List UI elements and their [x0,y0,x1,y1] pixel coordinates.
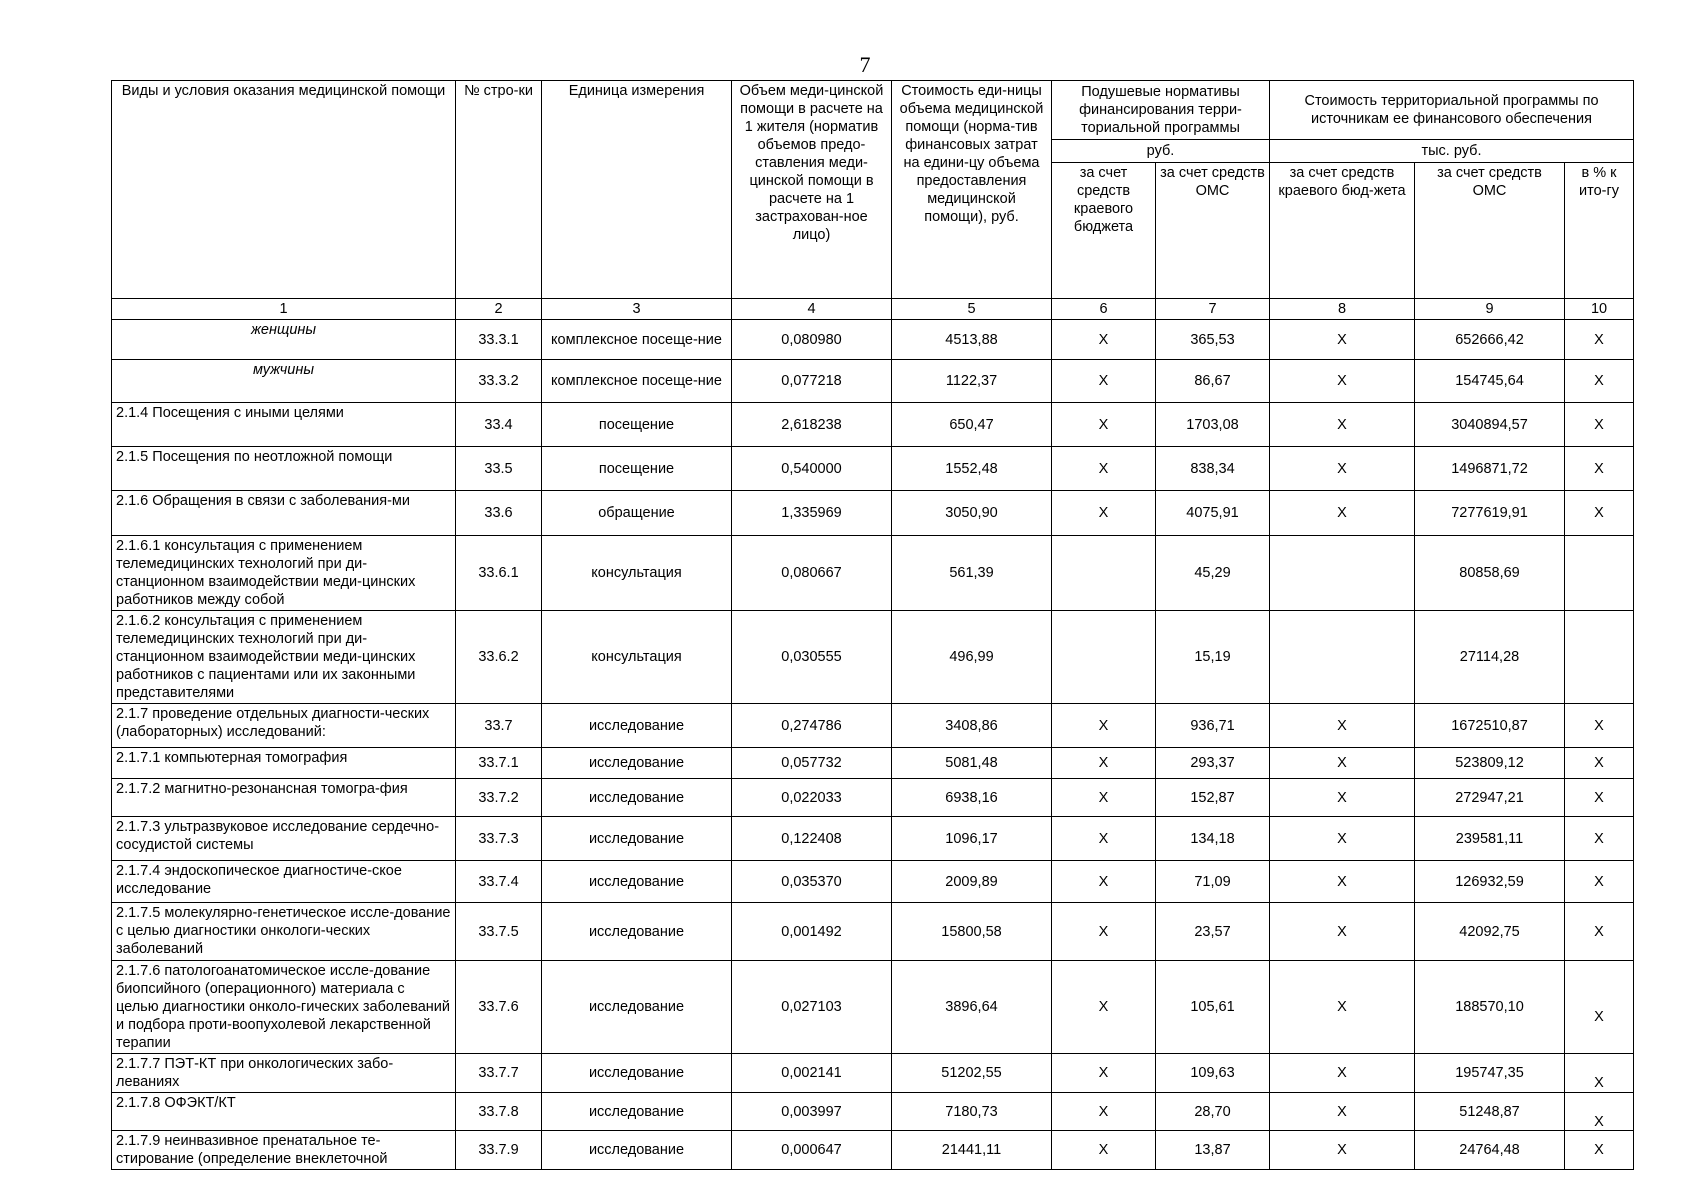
table-row [112,748,1634,779]
table-body [112,320,1634,1170]
oms-rub-cell: 45,29 [1156,536,1270,611]
row-number-cell: 33.3.1 [456,320,542,360]
oms-thousand-cell: 239581,11 [1415,817,1565,861]
regional-budget-rub-cell: Х [1052,961,1156,1054]
row-number-cell: 33.7.5 [456,903,542,961]
unit-cell: исследование [542,779,732,817]
row-number-cell: 33.7 [456,704,542,748]
volume-cell: 0,077218 [732,360,892,403]
unit-cost-cell: 3408,86 [892,704,1052,748]
oms-rub-cell: 152,87 [1156,779,1270,817]
oms-rub-cell: 15,19 [1156,611,1270,704]
oms-rub-cell: 936,71 [1156,704,1270,748]
unit-cost-cell: 21441,11 [892,1131,1052,1170]
regional-budget-thousand-cell: Х [1270,903,1415,961]
header-unit-thousand-rub: тыс. руб. [1270,140,1634,163]
care-type-cell: мужчины [112,360,456,403]
regional-budget-rub-cell: Х [1052,748,1156,779]
row-number-cell: 33.3.2 [456,360,542,403]
regional-budget-thousand-cell: Х [1270,861,1415,903]
unit-cost-cell: 2009,89 [892,861,1052,903]
regional-budget-rub-cell: Х [1052,817,1156,861]
percent-total-cell: Х [1565,360,1634,403]
regional-budget-rub-cell: Х [1052,447,1156,491]
volume-cell: 0,022033 [732,779,892,817]
row-number-cell: 33.6 [456,491,542,536]
unit-cost-cell: 3050,90 [892,491,1052,536]
table-row [112,491,1634,536]
column-number-row [112,299,1634,320]
care-type-cell: 2.1.6.2 консультация с применением телемедицинских технологий при ди-станционном взаимодействии меди-цинских работников с пациентами или их законными представителями [112,611,456,704]
header-percent-total: в % к ито-гу [1565,163,1634,299]
column-number: 4 [732,299,892,320]
unit-cost-cell: 1096,17 [892,817,1052,861]
regional-budget-rub-cell: Х [1052,704,1156,748]
percent-total-cell [1565,611,1634,704]
percent-total-cell: Х [1565,817,1634,861]
regional-budget-rub-cell [1052,536,1156,611]
care-type-cell: 2.1.4 Посещения с иными целями [112,403,456,447]
header-per-capita-group: Подушевые нормативы финансирования терри-ториальной программы [1052,81,1270,140]
column-number: 2 [456,299,542,320]
oms-thousand-cell: 1672510,87 [1415,704,1565,748]
regional-budget-thousand-cell: Х [1270,1093,1415,1131]
percent-total-cell [1565,1093,1634,1131]
unit-cell: исследование [542,817,732,861]
column-number: 8 [1270,299,1415,320]
care-type-cell: 2.1.7.1 компьютерная томография [112,748,456,779]
header-care-type: Виды и условия оказания медицинской помощи [112,81,456,299]
volume-cell: 0,001492 [732,903,892,961]
volume-cell: 0,122408 [732,817,892,861]
regional-budget-thousand-cell: Х [1270,961,1415,1054]
percent-total-cell: Х [1565,748,1634,779]
unit-cost-cell: 496,99 [892,611,1052,704]
table-row [112,320,1634,360]
oms-thousand-cell: 51248,87 [1415,1093,1565,1131]
volume-cell: 0,027103 [732,961,892,1054]
oms-rub-cell: 838,34 [1156,447,1270,491]
percent-total-cell: Х [1565,903,1634,961]
percent-total-cell [1565,1054,1634,1093]
percent-total-mark: Х [1594,1075,1604,1091]
percent-total-cell [1565,961,1634,1054]
regional-budget-rub-cell: Х [1052,1131,1156,1170]
regional-budget-rub-cell: Х [1052,903,1156,961]
care-type-cell: 2.1.7.2 магнитно-резонансная томогра-фия [112,779,456,817]
regional-budget-thousand-cell: Х [1270,1054,1415,1093]
unit-cell: исследование [542,1054,732,1093]
row-number-cell: 33.6.1 [456,536,542,611]
volume-cell: 1,335969 [732,491,892,536]
row-number-cell: 33.7.3 [456,817,542,861]
care-type-cell: 2.1.7.9 неинвазивное пренатальное те-стирование (определение внеклеточной [112,1131,456,1170]
percent-total-cell: Х [1565,403,1634,447]
regional-budget-thousand-cell: Х [1270,491,1415,536]
care-type-cell: 2.1.7.8 ОФЭКТ/КТ [112,1093,456,1131]
regional-budget-thousand-cell: Х [1270,779,1415,817]
unit-cost-cell: 6938,16 [892,779,1052,817]
volume-cell: 0,002141 [732,1054,892,1093]
financing-table [111,80,1634,1170]
regional-budget-rub-cell: Х [1052,491,1156,536]
row-number-cell: 33.7.6 [456,961,542,1054]
regional-budget-rub-cell: Х [1052,360,1156,403]
oms-thousand-cell: 27114,28 [1415,611,1565,704]
header-unit-cost: Стоимость еди-ницы объема медицинской помощи (норма-тив финансовых затрат на едини-цу объема предоставления медицинской помощи), руб. [892,81,1052,299]
unit-cell: исследование [542,704,732,748]
table-row [112,903,1634,961]
unit-cell: исследование [542,1131,732,1170]
unit-cost-cell: 51202,55 [892,1054,1052,1093]
care-type-cell: 2.1.6 Обращения в связи с заболевания-ми [112,491,456,536]
volume-cell: 0,030555 [732,611,892,704]
regional-budget-thousand-cell: Х [1270,360,1415,403]
percent-total-cell: Х [1565,320,1634,360]
header-unit: Единица измерения [542,81,732,299]
percent-total-mark: Х [1594,1113,1604,1130]
column-number: 6 [1052,299,1156,320]
table-row [112,704,1634,748]
row-number-cell: 33.7.1 [456,748,542,779]
unit-cell: исследование [542,748,732,779]
unit-cell: исследование [542,961,732,1054]
care-type-cell: 2.1.5 Посещения по неотложной помощи [112,447,456,491]
unit-cell: посещение [542,403,732,447]
header-oms-thousand: за счет средств ОМС [1415,163,1565,299]
unit-cell: исследование [542,861,732,903]
regional-budget-rub-cell: Х [1052,861,1156,903]
table-row [112,1131,1634,1170]
oms-rub-cell: 13,87 [1156,1131,1270,1170]
row-number-cell: 33.7.4 [456,861,542,903]
regional-budget-rub-cell: Х [1052,779,1156,817]
percent-total-cell: Х [1565,779,1634,817]
oms-thousand-cell: 523809,12 [1415,748,1565,779]
oms-rub-cell: 4075,91 [1156,491,1270,536]
row-number-cell: 33.4 [456,403,542,447]
table-row [112,447,1634,491]
regional-budget-thousand-cell: Х [1270,748,1415,779]
care-type-cell: 2.1.7.7 ПЭТ-КТ при онкологических забо-леваниях [112,1054,456,1093]
unit-cell: консультация [542,611,732,704]
unit-cell: комплексное посеще-ние [542,360,732,403]
oms-rub-cell: 105,61 [1156,961,1270,1054]
oms-rub-cell: 28,70 [1156,1093,1270,1131]
unit-cost-cell: 1552,48 [892,447,1052,491]
regional-budget-thousand-cell: Х [1270,704,1415,748]
table-row [112,360,1634,403]
table-row [112,1093,1634,1131]
table-row [112,403,1634,447]
regional-budget-rub-cell [1052,611,1156,704]
unit-cost-cell: 5081,48 [892,748,1052,779]
table-row [112,961,1634,1054]
regional-budget-rub-cell: Х [1052,1054,1156,1093]
oms-thousand-cell: 154745,64 [1415,360,1565,403]
regional-budget-thousand-cell: Х [1270,403,1415,447]
header-row-number: № стро-ки [456,81,542,299]
oms-thousand-cell: 652666,42 [1415,320,1565,360]
column-number: 1 [112,299,456,320]
oms-thousand-cell: 7277619,91 [1415,491,1565,536]
header-volume: Объем меди-цинской помощи в расчете на 1 жителя (норматив объемов предо-ставления меди-цинской помощи в расчете на 1 застрахован-ное лицо) [732,81,892,299]
volume-cell: 0,057732 [732,748,892,779]
row-number-cell: 33.6.2 [456,611,542,704]
unit-cell: обращение [542,491,732,536]
volume-cell: 0,000647 [732,1131,892,1170]
care-type-cell: 2.1.7 проведение отдельных диагности-ческих (лабораторных) исследований: [112,704,456,748]
care-type-cell: 2.1.7.3 ультразвуковое исследование сердечно-сосудистой системы [112,817,456,861]
unit-cell: посещение [542,447,732,491]
regional-budget-thousand-cell: Х [1270,447,1415,491]
oms-thousand-cell: 1496871,72 [1415,447,1565,491]
care-type-cell: 2.1.6.1 консультация с применением телемедицинских технологий при ди-станционном взаимодействии меди-цинских работников между собой [112,536,456,611]
regional-budget-rub-cell: Х [1052,403,1156,447]
column-number: 9 [1415,299,1565,320]
oms-rub-cell: 293,37 [1156,748,1270,779]
oms-rub-cell: 134,18 [1156,817,1270,861]
percent-total-cell: Х [1565,861,1634,903]
unit-cost-cell: 1122,37 [892,360,1052,403]
header-program-cost-group: Стоимость территориальной программы по источникам ее финансового обеспечения [1270,81,1634,140]
regional-budget-thousand-cell: Х [1270,1131,1415,1170]
oms-thousand-cell: 42092,75 [1415,903,1565,961]
column-number: 3 [542,299,732,320]
header-unit-rub: руб. [1052,140,1270,163]
oms-thousand-cell: 188570,10 [1415,961,1565,1054]
volume-cell: 0,274786 [732,704,892,748]
row-number-cell: 33.7.9 [456,1131,542,1170]
oms-rub-cell: 23,57 [1156,903,1270,961]
volume-cell: 0,540000 [732,447,892,491]
row-number-cell: 33.7.2 [456,779,542,817]
oms-thousand-cell: 24764,48 [1415,1131,1565,1170]
percent-total-cell: Х [1565,1131,1634,1170]
oms-rub-cell: 109,63 [1156,1054,1270,1093]
volume-cell: 0,035370 [732,861,892,903]
unit-cell: исследование [542,903,732,961]
volume-cell: 2,618238 [732,403,892,447]
percent-total-mark: Х [1594,1009,1604,1025]
regional-budget-rub-cell: Х [1052,320,1156,360]
percent-total-cell: Х [1565,491,1634,536]
percent-total-cell: Х [1565,447,1634,491]
unit-cell: консультация [542,536,732,611]
regional-budget-thousand-cell: Х [1270,320,1415,360]
oms-rub-cell: 71,09 [1156,861,1270,903]
regional-budget-thousand-cell: Х [1270,817,1415,861]
care-type-cell: 2.1.7.5 молекулярно-генетическое иссле-дование с целью диагностики онкологи-ческих заболеваний [112,903,456,961]
regional-budget-thousand-cell [1270,536,1415,611]
table-row [112,1054,1634,1093]
table-row [112,861,1634,903]
row-number-cell: 33.7.8 [456,1093,542,1131]
table-row [112,611,1634,704]
row-number-cell: 33.5 [456,447,542,491]
unit-cost-cell: 650,47 [892,403,1052,447]
oms-thousand-cell: 3040894,57 [1415,403,1565,447]
table-row [112,779,1634,817]
header-regional-budget-thousand: за счет средств краевого бюд-жета [1270,163,1415,299]
header-regional-budget-rub: за счет средств краевого бюджета [1052,163,1156,299]
oms-rub-cell: 86,67 [1156,360,1270,403]
unit-cost-cell: 15800,58 [892,903,1052,961]
regional-budget-rub-cell: Х [1052,1093,1156,1131]
care-type-cell: 2.1.7.4 эндоскопическое диагностиче-ское исследование [112,861,456,903]
oms-thousand-cell: 195747,35 [1415,1054,1565,1093]
unit-cost-cell: 7180,73 [892,1093,1052,1131]
column-number: 10 [1565,299,1634,320]
care-type-cell: 2.1.7.6 патологоанатомическое иссле-дование биопсийного (операционного) материала с целью диагностики онколо-гических заболеваний и подбора проти-воопухолевой лекарственной терапии [112,961,456,1054]
unit-cost-cell: 561,39 [892,536,1052,611]
unit-cost-cell: 3896,64 [892,961,1052,1054]
oms-rub-cell: 365,53 [1156,320,1270,360]
table-row [112,536,1634,611]
percent-total-cell: Х [1565,704,1634,748]
table-row [112,817,1634,861]
unit-cost-cell: 4513,88 [892,320,1052,360]
volume-cell: 0,080667 [732,536,892,611]
header-oms-rub: за счет средств ОМС [1156,163,1270,299]
unit-cell: исследование [542,1093,732,1131]
oms-thousand-cell: 80858,69 [1415,536,1565,611]
oms-rub-cell: 1703,08 [1156,403,1270,447]
percent-total-cell [1565,536,1634,611]
oms-thousand-cell: 126932,59 [1415,861,1565,903]
regional-budget-thousand-cell [1270,611,1415,704]
row-number-cell: 33.7.7 [456,1054,542,1093]
unit-cell: комплексное посеще-ние [542,320,732,360]
page-number: 7 [859,52,871,77]
oms-thousand-cell: 272947,21 [1415,779,1565,817]
volume-cell: 0,003997 [732,1093,892,1131]
column-number: 5 [892,299,1052,320]
care-type-cell: женщины [112,320,456,360]
column-number: 7 [1156,299,1270,320]
volume-cell: 0,080980 [732,320,892,360]
